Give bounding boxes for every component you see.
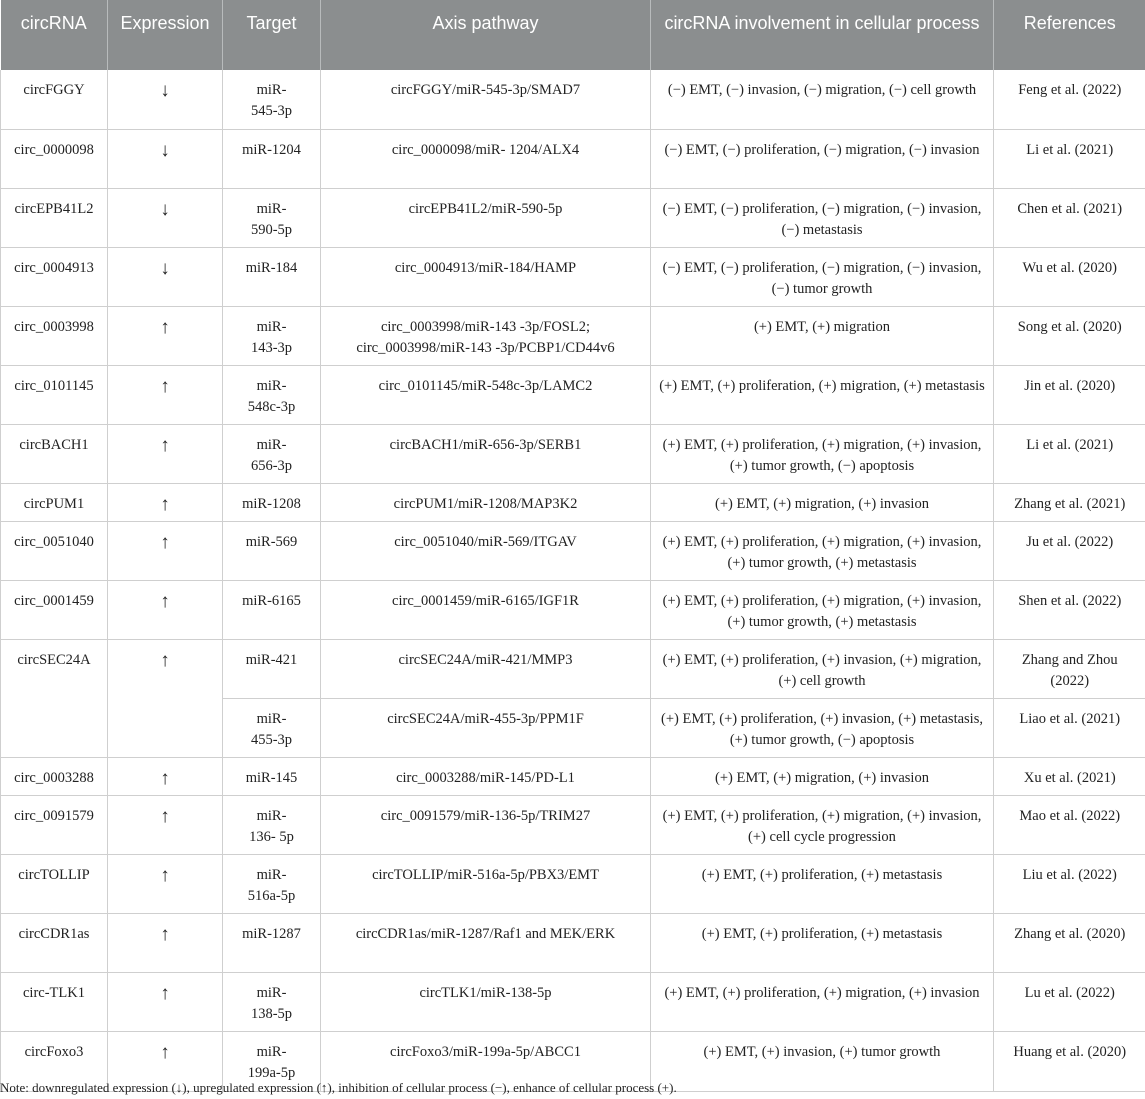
table-row: [1, 521, 1145, 580]
expression-cell: [108, 306, 223, 365]
circrna-cell-text: circEPB41L2: [14, 200, 94, 217]
table-row: [1, 639, 1145, 698]
axis-pathway-cell-text: circ_0101145/miR-548c-3p/LAMC2: [378, 377, 593, 394]
axis-pathway-cell: [321, 306, 651, 365]
reference-cell: [994, 639, 1145, 698]
target-cell-text: miR- 656-3p: [250, 436, 293, 474]
table-row: [1, 188, 1145, 247]
reference-cell-text: Zhang et al. (2021): [1014, 495, 1126, 512]
table-row: [1, 129, 1145, 188]
cellular-process-cell: [651, 854, 994, 913]
reference-cell: [994, 247, 1145, 306]
reference-cell: [994, 795, 1145, 854]
axis-pathway-cell-text: circEPB41L2/miR-590-5p: [408, 200, 563, 217]
table-row: [1, 972, 1145, 1031]
target-cell: [223, 188, 321, 247]
reference-cell-text: Shen et al. (2022): [1018, 592, 1122, 609]
cellular-process-cell: [651, 306, 994, 365]
cellular-process-cell-text: (+) EMT, (+) proliferation, (+) migration, (+) invasion, (+) tumor growth, (+) metastasis: [662, 592, 982, 630]
expression-cell-text: ↑: [160, 590, 170, 612]
target-cell: [223, 757, 321, 795]
axis-pathway-cell: [321, 365, 651, 424]
target-cell: [223, 913, 321, 972]
target-cell: [223, 365, 321, 424]
expression-cell: [108, 70, 223, 129]
target-cell-text: miR- 590-5p: [250, 200, 293, 238]
circrna-cell: [1, 521, 108, 580]
reference-cell: [994, 1031, 1145, 1091]
target-cell: [223, 247, 321, 306]
table-row: [1, 913, 1145, 972]
circrna-cell-text: circSEC24A: [17, 651, 91, 668]
target-cell-text: miR-1204: [242, 141, 301, 158]
reference-cell: [994, 972, 1145, 1031]
target-cell-text: miR- 545-3p: [250, 82, 293, 119]
reference-cell: [994, 70, 1145, 129]
cellular-process-cell-text: (+) EMT, (+) migration: [753, 318, 891, 335]
reference-cell-text: Zhang et al. (2020): [1014, 925, 1126, 942]
reference-cell-text: Song et al. (2020): [1017, 318, 1122, 335]
reference-cell: [994, 483, 1145, 521]
axis-pathway-cell: [321, 129, 651, 188]
circrna-cell: [1, 639, 108, 757]
reference-cell-text: Ju et al. (2022): [1026, 533, 1114, 550]
target-cell-text: miR- 455-3p: [250, 710, 293, 748]
expression-cell: [108, 188, 223, 247]
cellular-process-cell-text: (+) EMT, (+) proliferation, (+) metastasis: [701, 925, 943, 942]
table-row: [1, 580, 1145, 639]
reference-cell-text: Mao et al. (2022): [1019, 807, 1121, 824]
circrna-cell: [1, 913, 108, 972]
circrna-cell: [1, 854, 108, 913]
axis-pathway-cell-text: circ_0003998/miR-143 -3p/FOSL2; circ_0003998/miR-143 -3p/PCBP1/CD44v6: [356, 318, 615, 356]
circrna-cell-text: circ_0003288: [14, 769, 94, 786]
target-cell: [223, 483, 321, 521]
circrna-cell: [1, 365, 108, 424]
target-cell: [223, 306, 321, 365]
reference-cell-text: Lu et al. (2022): [1024, 984, 1115, 1001]
cellular-process-cell: [651, 698, 994, 757]
cellular-process-cell: [651, 129, 994, 188]
reference-cell-text: Liu et al. (2022): [1022, 866, 1117, 883]
axis-pathway-cell: [321, 854, 651, 913]
target-cell: [223, 70, 321, 129]
expression-cell: [108, 757, 223, 795]
target-cell-text: miR-1208: [242, 495, 301, 512]
cellular-process-cell: [651, 757, 994, 795]
circrna-cell-text: circFoxo3: [24, 1043, 84, 1060]
expression-cell-text: ↑: [160, 982, 170, 1004]
circrna-cell: [1, 795, 108, 854]
cellular-process-cell: [651, 188, 994, 247]
cellular-process-cell: [651, 521, 994, 580]
axis-pathway-cell-text: circTOLLIP/miR-516a-5p/PBX3/EMT: [372, 866, 599, 883]
reference-cell: [994, 306, 1145, 365]
table-body: [1, 70, 1145, 1091]
axis-pathway-cell-text: circ_0001459/miR-6165/IGF1R: [392, 592, 579, 609]
cellular-process-cell-text: (+) EMT, (+) invasion, (+) tumor growth: [703, 1043, 941, 1060]
expression-cell-text: ↑: [160, 767, 170, 789]
cellular-process-cell: [651, 639, 994, 698]
cellular-process-cell-text: (+) EMT, (+) proliferation, (+) migration, (+) metastasis: [659, 377, 985, 394]
axis-pathway-cell-text: circTLK1/miR-138-5p: [419, 984, 552, 1001]
table-row: [1, 424, 1145, 483]
table-row: [1, 306, 1145, 365]
circrna-cell-text: circ_0101145: [14, 377, 94, 394]
cellular-process-cell-text: (+) EMT, (+) proliferation, (+) migration, (+) invasion, (+) tumor growth, (+) metastasis: [662, 533, 982, 571]
circrna-cell-text: circ_0091579: [14, 807, 94, 824]
reference-cell: [994, 757, 1145, 795]
cellular-process-cell-text: (−) EMT, (−) proliferation, (−) migration, (−) invasion, (−) metastasis: [662, 200, 982, 238]
circrna-cell: [1, 306, 108, 365]
target-cell: [223, 424, 321, 483]
header-cellular-process: circRNA involvement in cellular process: [651, 0, 994, 70]
target-cell-text: miR- 138-5p: [250, 984, 293, 1022]
target-cell-text: miR-145: [245, 769, 298, 786]
expression-cell: [108, 972, 223, 1031]
reference-cell-text: Wu et al. (2020): [1022, 259, 1117, 276]
table-row: [1, 247, 1145, 306]
circrna-cell-text: circCDR1as: [18, 925, 90, 942]
circrna-cell: [1, 483, 108, 521]
expression-cell-text: ↑: [160, 923, 170, 945]
table-row: [1, 854, 1145, 913]
axis-pathway-cell: [321, 757, 651, 795]
axis-pathway-cell: [321, 424, 651, 483]
expression-cell: [108, 854, 223, 913]
axis-pathway-cell-text: circ_0051040/miR-569/ITGAV: [394, 533, 577, 550]
cellular-process-cell-text: (+) EMT, (+) proliferation, (+) migration, (+) invasion, (+) cell cycle progression: [662, 807, 982, 845]
target-cell: [223, 698, 321, 757]
target-cell-text: miR-421: [245, 651, 298, 668]
cellular-process-cell-text: (+) EMT, (+) proliferation, (+) metastasis: [701, 866, 943, 883]
cellular-process-cell: [651, 1031, 994, 1091]
axis-pathway-cell: [321, 795, 651, 854]
expression-cell-text: ↓: [160, 80, 170, 101]
axis-pathway-cell-text: circBACH1/miR-656-3p/SERB1: [389, 436, 582, 453]
cellular-process-cell-text: (+) EMT, (+) migration, (+) invasion: [715, 495, 929, 512]
axis-pathway-cell: [321, 483, 651, 521]
axis-pathway-cell: [321, 580, 651, 639]
cellular-process-cell-text: (+) EMT, (+) proliferation, (+) migration, (+) invasion: [664, 984, 980, 1001]
circrna-cell: [1, 70, 108, 129]
table-row: [1, 70, 1145, 129]
header-expression: Expression: [108, 0, 223, 70]
cellular-process-cell-text: (−) EMT, (−) invasion, (−) migration, (−) cell growth: [667, 82, 977, 98]
circrna-cell-text: circ_0051040: [14, 533, 94, 550]
reference-cell: [994, 129, 1145, 188]
target-cell-text: miR-184: [245, 259, 298, 276]
target-cell: [223, 854, 321, 913]
circrna-cell: [1, 972, 108, 1031]
cellular-process-cell: [651, 247, 994, 306]
axis-pathway-cell: [321, 698, 651, 757]
reference-cell: [994, 424, 1145, 483]
axis-pathway-cell-text: circ_0004913/miR-184/HAMP: [394, 259, 577, 276]
target-cell-text: miR-1287: [242, 925, 301, 942]
circrna-cell-text: circBACH1: [19, 436, 89, 453]
expression-cell-text: ↓: [160, 139, 170, 161]
reference-cell-text: Li et al. (2021): [1026, 436, 1114, 453]
axis-pathway-cell-text: circCDR1as/miR-1287/Raf1 and MEK/ERK: [355, 925, 616, 942]
expression-cell: [108, 483, 223, 521]
expression-cell-text: ↑: [160, 805, 170, 827]
table-note: Note: downregulated expression (↓), upregulated expression (↑), inhibition of cellular process (−), enhance of cellular process (+).: [0, 1080, 677, 1095]
circrna-cell-text: circPUM1: [23, 495, 85, 512]
target-cell-text: miR-6165: [242, 592, 301, 609]
axis-pathway-cell: [321, 913, 651, 972]
header-circrna: circRNA: [1, 0, 108, 70]
axis-pathway-cell-text: circSEC24A/miR-421/MMP3: [398, 651, 573, 668]
expression-cell-text: ↑: [160, 531, 170, 553]
cellular-process-cell: [651, 795, 994, 854]
expression-cell: [108, 795, 223, 854]
circrna-cell-text: circ_0003998: [14, 318, 94, 335]
axis-pathway-cell: [321, 188, 651, 247]
reference-cell-text: Zhang and Zhou (2022): [1021, 651, 1118, 689]
header-target: Target: [223, 0, 321, 70]
expression-cell: [108, 913, 223, 972]
cellular-process-cell: [651, 972, 994, 1031]
target-cell-text: miR- 143-3p: [250, 318, 293, 356]
target-cell: [223, 129, 321, 188]
reference-cell: [994, 913, 1145, 972]
expression-cell-text: ↑: [160, 864, 170, 886]
axis-pathway-cell: [321, 639, 651, 698]
reference-cell: [994, 365, 1145, 424]
table-row: [1, 365, 1145, 424]
expression-cell-text: ↑: [160, 493, 170, 515]
circrna-cell-text: circTOLLIP: [18, 866, 90, 883]
table-header-row: [1, 0, 1145, 70]
circrna-cell-text: circ_0000098: [14, 141, 94, 158]
cellular-process-cell: [651, 580, 994, 639]
axis-pathway-cell: [321, 70, 651, 129]
table-row: [1, 757, 1145, 795]
cellular-process-cell: [651, 70, 994, 129]
cellular-process-cell-text: (+) EMT, (+) proliferation, (+) migration, (+) invasion, (+) tumor growth, (−) apoptosis: [662, 436, 982, 474]
expression-cell-text: ↓: [160, 198, 170, 220]
expression-cell-text: ↑: [160, 375, 170, 397]
cellular-process-cell-text: (+) EMT, (+) proliferation, (+) invasion, (+) migration, (+) cell growth: [662, 651, 982, 689]
expression-cell-text: ↑: [160, 1041, 170, 1063]
reference-cell: [994, 854, 1145, 913]
expression-cell: [108, 129, 223, 188]
reference-cell-text: Chen et al. (2021): [1017, 200, 1123, 217]
expression-cell-text: ↑: [160, 434, 170, 456]
circrna-cell-text: circ-TLK1: [23, 984, 85, 1001]
expression-cell: [108, 639, 223, 757]
axis-pathway-cell-text: circFoxo3/miR-199a-5p/ABCC1: [390, 1043, 581, 1060]
circrna-cell: [1, 188, 108, 247]
target-cell: [223, 795, 321, 854]
reference-cell: [994, 521, 1145, 580]
header-axis-pathway: Axis pathway: [321, 0, 651, 70]
header-references: References: [994, 0, 1145, 70]
expression-cell: [108, 580, 223, 639]
expression-cell-text: ↑: [160, 316, 170, 338]
target-cell-text: miR- 548c-3p: [247, 377, 296, 415]
reference-cell-text: Xu et al. (2021): [1023, 769, 1116, 786]
axis-pathway-cell-text: circPUM1/miR-1208/MAP3K2: [393, 495, 578, 512]
cellular-process-cell-text: (+) EMT, (+) proliferation, (+) invasion, (+) metastasis, (+) tumor growth, (−) apoptosis: [661, 710, 983, 748]
expression-cell: [108, 424, 223, 483]
circrna-cell: [1, 424, 108, 483]
expression-cell-text: ↑: [160, 649, 170, 671]
circrna-cell: [1, 757, 108, 795]
cellular-process-cell-text: (−) EMT, (−) proliferation, (−) migration, (−) invasion, (−) tumor growth: [662, 259, 982, 297]
reference-cell-text: Feng et al. (2022): [1018, 82, 1122, 98]
reference-cell: [994, 698, 1145, 757]
expression-cell: [108, 247, 223, 306]
cellular-process-cell: [651, 365, 994, 424]
circrna-cell-text: circFGGY: [23, 82, 85, 98]
cellular-process-cell: [651, 483, 994, 521]
target-cell-text: miR-569: [245, 533, 298, 550]
expression-cell-text: ↓: [160, 257, 170, 279]
circrna-cell-text: circ_0004913: [14, 259, 94, 276]
cellular-process-cell-text: (+) EMT, (+) migration, (+) invasion: [715, 769, 929, 786]
expression-cell: [108, 521, 223, 580]
cellular-process-cell-text: (−) EMT, (−) proliferation, (−) migration, (−) invasion: [664, 141, 980, 158]
axis-pathway-cell-text: circ_0003288/miR-145/PD-L1: [396, 769, 575, 786]
circrna-cell-text: circ_0001459: [14, 592, 94, 609]
axis-pathway-cell: [321, 521, 651, 580]
target-cell-text: miR- 136- 5p: [249, 807, 294, 845]
axis-pathway-cell-text: circ_0091579/miR-136-5p/TRIM27: [380, 807, 591, 824]
cellular-process-cell: [651, 424, 994, 483]
table-row: [1, 483, 1145, 521]
target-cell: [223, 580, 321, 639]
target-cell: [223, 521, 321, 580]
table-row: [1, 795, 1145, 854]
axis-pathway-cell-text: circ_0000098/miR- 1204/ALX4: [391, 141, 580, 158]
axis-pathway-cell-text: circFGGY/miR-545-3p/SMAD7: [390, 82, 581, 98]
reference-cell-text: Li et al. (2021): [1026, 141, 1114, 158]
circrna-cell: [1, 129, 108, 188]
reference-cell-text: Liao et al. (2021): [1019, 710, 1121, 727]
reference-cell: [994, 580, 1145, 639]
reference-cell-text: Jin et al. (2020): [1024, 377, 1116, 394]
circrna-cell: [1, 247, 108, 306]
reference-cell: [994, 188, 1145, 247]
target-cell-text: miR- 516a-5p: [247, 866, 296, 904]
cellular-process-cell: [651, 913, 994, 972]
axis-pathway-cell-text: circSEC24A/miR-455-3p/PPM1F: [387, 710, 584, 727]
axis-pathway-cell: [321, 972, 651, 1031]
reference-cell-text: Huang et al. (2020): [1013, 1043, 1127, 1060]
target-cell-text: miR- 199a-5p: [247, 1043, 296, 1081]
circrna-cell: [1, 580, 108, 639]
target-cell: [223, 639, 321, 698]
expression-cell: [108, 365, 223, 424]
target-cell: [223, 972, 321, 1031]
axis-pathway-cell: [321, 247, 651, 306]
